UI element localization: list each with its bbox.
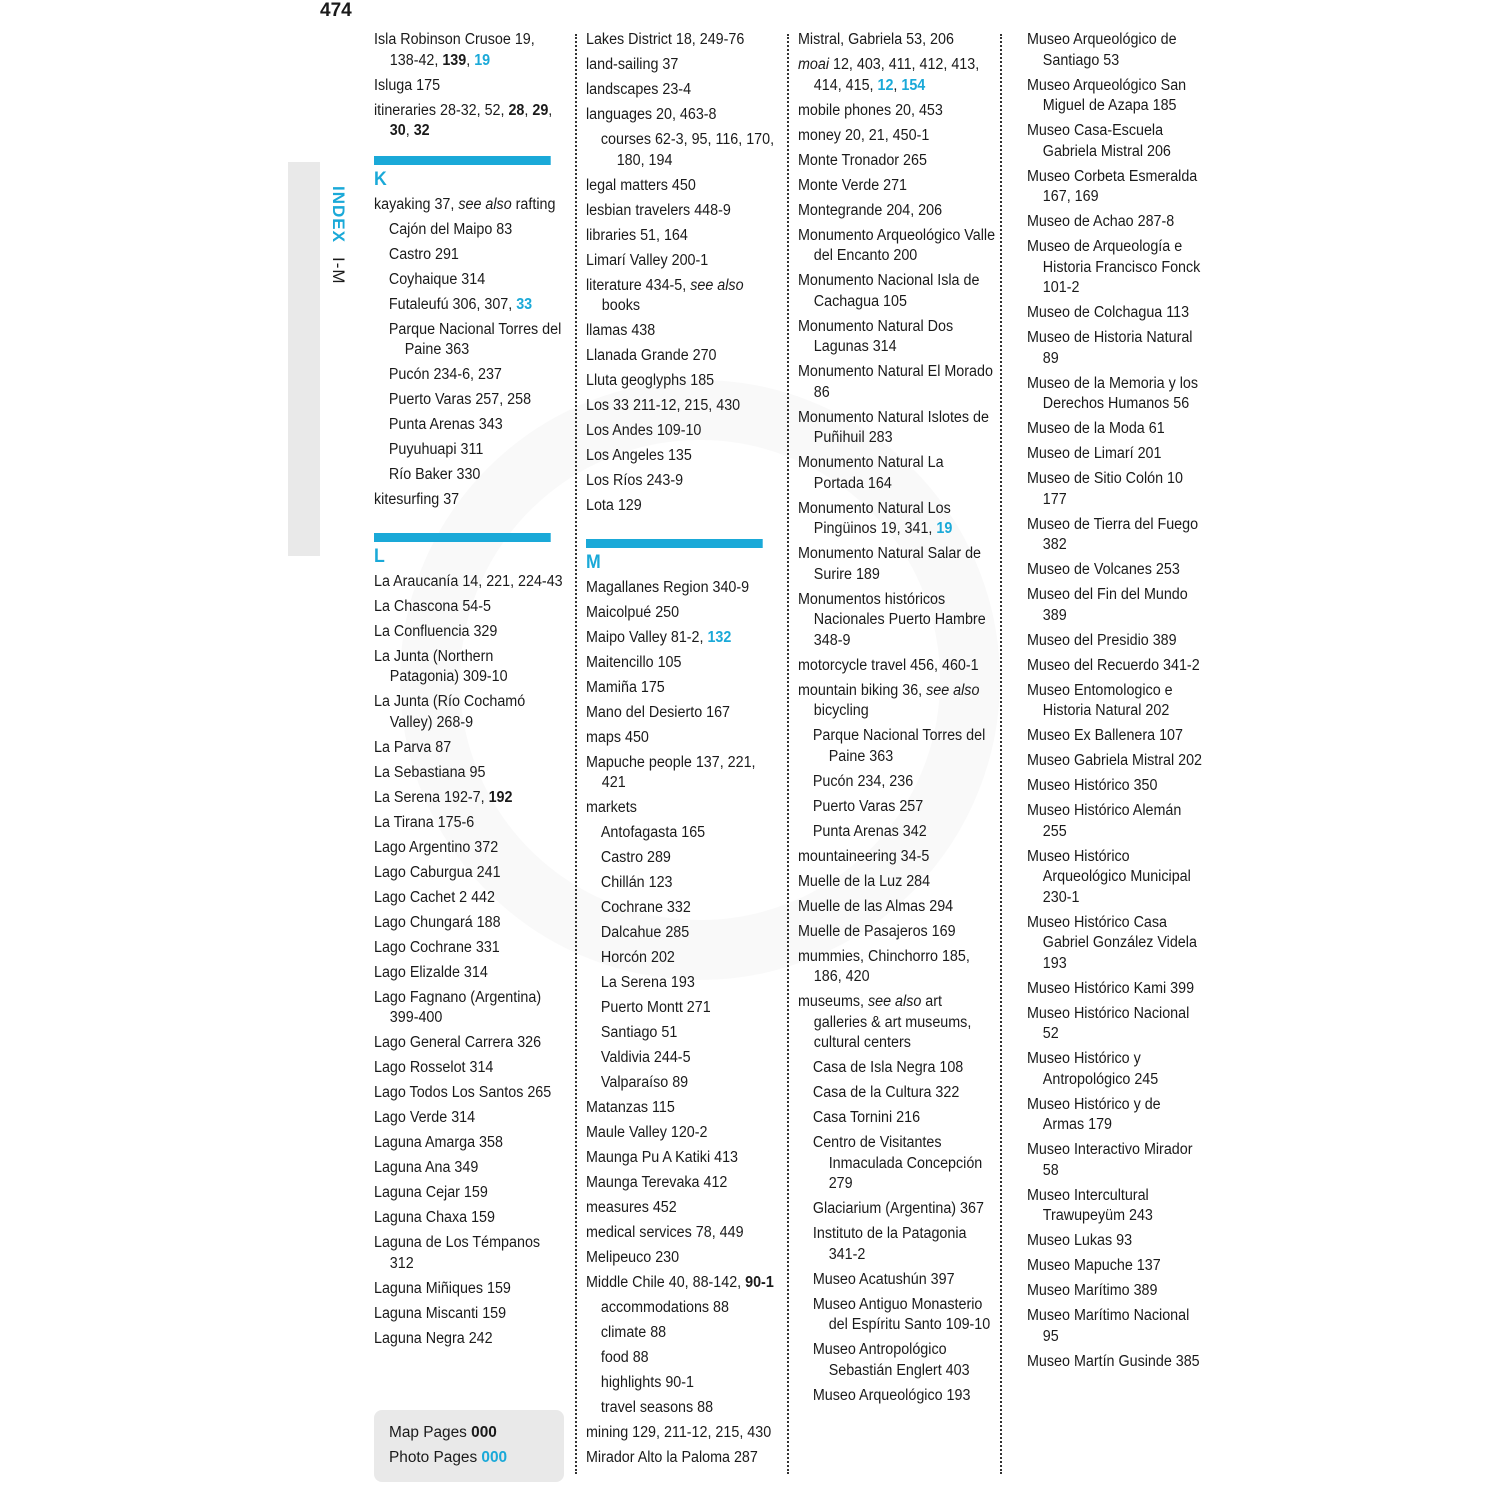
index-subentry: Museo Acatushún 397 — [812, 1270, 955, 1288]
index-entry: Museo Casa-Escuela Gabriela Mistral 206 — [1027, 122, 1171, 160]
index-entry: Museo Arqueológico San Miguel de Azapa 185 — [1027, 76, 1187, 114]
index-entry: Maipo Valley 81-2, 132 — [586, 628, 732, 646]
index-entry: Lago Argentino 372 — [374, 838, 499, 856]
index-subentry: Casa de Isla Negra 108 — [812, 1059, 964, 1076]
index-entry: Laguna Negra 242 — [374, 1329, 493, 1347]
index-entry: Museo Intercultural Trawupeyüm 243 — [1027, 1186, 1153, 1224]
index-entry: Lago Cochrane 331 — [374, 938, 500, 956]
index-subentry: Museo Antiguo Monasterio del Espíritu Santo 109-10 — [812, 1295, 991, 1333]
index-entry: Museo de la Memoria y los Derechos Humanos 56 — [1027, 374, 1199, 412]
index-entry: land-sailing 37 — [586, 56, 679, 73]
index-subentry: Puyuhuapi 311 — [388, 441, 484, 458]
index-entry: Magallanes Region 340-9 — [586, 578, 750, 596]
index-entry: Monumento Natural El Morado 86 — [798, 363, 993, 401]
index-subentry: climate 88 — [600, 1324, 667, 1341]
index-entry: Museo Histórico y de Armas 179 — [1027, 1095, 1161, 1133]
index-column-4 — [1027, 30, 1204, 1377]
index-entry: Museo Entomologico e Historia Natural 202 — [1027, 681, 1173, 719]
index-subentry: Punta Arenas 342 — [812, 822, 927, 840]
column-separator — [575, 34, 577, 1474]
index-entry: Monumento Natural Islotes de Puñihuil 283 — [798, 408, 989, 446]
index-entry: Isluga 175 — [374, 76, 441, 94]
index-entry: La Chascona 54-5 — [374, 597, 491, 615]
index-entry: Museo Marítimo 389 — [1027, 1282, 1158, 1299]
index-subentry: Casa de la Cultura 322 — [812, 1084, 960, 1101]
index-entry: money 20, 21, 450-1 — [798, 126, 930, 144]
index-entry: La Parva 87 — [374, 738, 452, 756]
index-entry: Museo Histórico Arqueológico Municipal 230-1 — [1027, 847, 1191, 906]
index-entry: Museo Histórico y Antropológico 245 — [1027, 1050, 1159, 1088]
index-subentry: Punta Arenas 343 — [388, 416, 503, 433]
index-entry: languages 20, 463-8 — [586, 106, 717, 123]
index-entry: La Confluencia 329 — [374, 622, 498, 640]
index-subentry: Parque Nacional Torres del Paine 363 — [812, 727, 986, 765]
index-subentry: courses 62-3, 95, 116, 170, 180, 194 — [600, 131, 775, 169]
index-subentry: Puerto Montt 271 — [600, 999, 711, 1016]
page-number: 474 — [320, 0, 352, 21]
index-subentry: Horcón 202 — [600, 949, 675, 966]
index-entry: Llanada Grande 270 — [586, 347, 717, 364]
letter-section-heading: L — [374, 533, 563, 568]
index-entry: Museo del Presidio 389 — [1027, 631, 1177, 649]
index-entry: Lago Rosselot 314 — [374, 1059, 494, 1076]
index-entry: Laguna de Los Témpanos 312 — [374, 1234, 541, 1272]
index-column-2 — [586, 30, 777, 1473]
index-entry: Museo Martín Gusinde 385 — [1027, 1352, 1200, 1370]
index-entry: literature 434-5, see also books — [586, 276, 744, 314]
index-entry: Museo Arqueológico de Santiago 53 — [1027, 31, 1177, 69]
index-entry: Museo Histórico Alemán 255 — [1027, 802, 1182, 840]
index-entry: Mirador Alto la Paloma 287 — [586, 1449, 758, 1466]
index-entry: Muelle de las Almas 294 — [798, 897, 954, 915]
index-label: INDEX — [329, 186, 348, 243]
index-subentry: Museo Antropológico Sebastián Englert 403 — [812, 1341, 970, 1379]
index-subentry: Pucón 234, 236 — [812, 772, 914, 790]
index-entry: Muelle de Pasajeros 169 — [798, 922, 956, 940]
index-subentry: Valdivia 244-5 — [600, 1049, 691, 1066]
index-entry: Monte Tronador 265 — [798, 151, 927, 169]
index-entry: Museo Histórico 350 — [1027, 777, 1158, 794]
index-tab-label — [328, 186, 348, 284]
index-entry: Museo del Recuerdo 341-2 — [1027, 656, 1200, 674]
index-entry: Mapuche people 137, 221, 421 — [586, 753, 756, 791]
index-entry: Museo de Colchagua 113 — [1027, 304, 1190, 321]
index-entry: Laguna Miscanti 159 — [374, 1304, 507, 1322]
index-entry: landscapes 23-4 — [586, 81, 692, 98]
index-range: I-M — [329, 256, 348, 285]
index-entry: Museo de la Moda 61 — [1027, 420, 1165, 437]
index-entry: Los 33 211-12, 215, 430 — [586, 397, 741, 414]
index-subentry: Antofagasta 165 — [600, 824, 706, 841]
index-entry: Middle Chile 40, 88-142, 90-1 — [586, 1274, 774, 1291]
column-separator — [1000, 34, 1002, 1474]
index-subentry: food 88 — [600, 1349, 649, 1366]
column-separator — [787, 34, 789, 1474]
index-column-3 — [798, 30, 995, 1411]
index-entry: Lago Todos Los Santos 265 — [374, 1084, 552, 1101]
index-subentry: La Serena 193 — [600, 974, 695, 991]
index-entry: Museo Histórico Kami 399 — [1027, 979, 1195, 997]
index-subentry: Cajón del Maipo 83 — [388, 220, 513, 238]
index-entry: Melipeuco 230 — [586, 1249, 680, 1266]
index-entry: Museo Interactivo Mirador 58 — [1027, 1141, 1193, 1179]
index-entry: llamas 438 — [586, 322, 656, 339]
map-pages-legend: Map Pages 000 — [389, 1424, 497, 1441]
index-entry: Muelle de la Luz 284 — [798, 872, 931, 890]
index-entry: Museo del Fin del Mundo 389 — [1027, 586, 1188, 624]
index-subentry: travel seasons 88 — [600, 1399, 714, 1416]
letter-section-heading: M — [586, 539, 777, 574]
index-entry: La Junta (Río Cochamó Valley) 268-9 — [374, 693, 526, 731]
index-entry: moai 12, 403, 411, 412, 413, 414, 415, 12, 154 — [798, 56, 980, 94]
index-subentry: Santiago 51 — [600, 1024, 678, 1041]
index-entry: lesbian travelers 448-9 — [586, 201, 731, 219]
index-entry: Monumento Natural Los Pingüinos 19, 341, 19 — [798, 499, 953, 537]
letter-section-heading: K — [374, 156, 563, 191]
index-subentry: Centro de Visitantes Inmaculada Concepción 279 — [812, 1134, 983, 1192]
index-entry: museums, see also art galleries & art museums, cultural centers — [798, 993, 972, 1051]
index-entry: Lago Cachet 2 442 — [374, 888, 495, 906]
index-column-1 — [374, 30, 563, 1354]
index-entry: mummies, Chinchorro 185, 186, 420 — [798, 947, 970, 985]
page-legend — [374, 1410, 564, 1482]
index-entry: Los Andes 109-10 — [586, 422, 702, 439]
index-entry: Museo Gabriela Mistral 202 — [1027, 752, 1203, 769]
index-entry: Lago Caburgua 241 — [374, 863, 501, 881]
photo-pages-legend: Photo Pages 000 — [389, 1449, 508, 1466]
index-entry: Limarí Valley 200-1 — [586, 251, 709, 269]
index-entry: La Tirana 175-6 — [374, 813, 475, 831]
index-subentry: Coyhaique 314 — [388, 270, 486, 288]
index-entry: Los Ríos 243-9 — [586, 472, 684, 489]
index-entry: Museo de Achao 287-8 — [1027, 213, 1175, 230]
index-subentry: Museo Arqueológico 193 — [812, 1386, 971, 1404]
index-side-tab — [288, 162, 320, 556]
index-entry: kitesurfing 37 — [374, 491, 460, 508]
index-entry: measures 452 — [586, 1199, 677, 1216]
index-entry: itineraries 28-32, 52, 28, 29, 30, 32 — [374, 101, 553, 139]
index-entry: legal matters 450 — [586, 176, 696, 194]
index-subentry: Castro 291 — [388, 245, 459, 263]
index-entry: Lago Chungará 188 — [374, 913, 501, 931]
index-entry: Museo de Sitio Colón 10 177 — [1027, 470, 1183, 508]
index-entry: mountain biking 36, see also bicycling — [798, 681, 980, 719]
index-entry: Lago Elizalde 314 — [374, 963, 488, 981]
index-entry: Matanzas 115 — [586, 1099, 675, 1116]
index-entry: La Sebastiana 95 — [374, 763, 486, 781]
index-entry: Mamiña 175 — [586, 678, 665, 696]
index-entry: motorcycle travel 456, 460-1 — [798, 656, 979, 674]
index-entry: libraries 51, 164 — [586, 226, 688, 244]
index-entry: Museo de Historia Natural 89 — [1027, 329, 1193, 367]
index-subentry: Pucón 234-6, 237 — [388, 366, 502, 383]
index-entry: Lakes District 18, 249-76 — [586, 31, 745, 48]
index-entry: Laguna Amarga 358 — [374, 1134, 503, 1151]
index-subentry: Río Baker 330 — [388, 466, 481, 483]
index-entry: Monumento Nacional Isla de Cachagua 105 — [798, 272, 980, 310]
index-subentry: Instituto de la Patagonia 341-2 — [812, 1225, 967, 1263]
index-entry: Laguna Miñiques 159 — [374, 1279, 511, 1297]
index-entry: Los Angeles 135 — [586, 447, 692, 464]
index-entry: maps 450 — [586, 728, 649, 746]
index-entry: Monte Verde 271 — [798, 176, 908, 194]
index-subentry: Futaleufú 306, 307, 33 — [388, 295, 533, 313]
index-entry: Mano del Desierto 167 — [586, 703, 731, 721]
index-entry: Museo Mapuche 137 — [1027, 1257, 1161, 1274]
index-subentry: accommodations 88 — [600, 1299, 729, 1316]
index-subentry: highlights 90-1 — [600, 1374, 694, 1391]
index-entry: Lota 129 — [586, 497, 642, 514]
index-subentry: Casa Tornini 216 — [812, 1109, 921, 1126]
index-subentry: Cochrane 332 — [600, 899, 691, 916]
index-entry: Mistral, Gabriela 53, 206 — [798, 31, 954, 48]
index-subentry: Valparaíso 89 — [600, 1074, 689, 1091]
index-entry: Museo de Arqueología e Historia Francisco Fonck 101-2 — [1027, 238, 1201, 296]
index-entry: La Junta (Northern Patagonia) 309-10 — [374, 647, 508, 685]
index-subentry: Dalcahue 285 — [600, 924, 690, 941]
index-entry: Lago Fagnano (Argentina) 399-400 — [374, 988, 542, 1026]
index-entry: La Araucanía 14, 221, 224-43 — [374, 572, 563, 590]
index-entry: Lago Verde 314 — [374, 1109, 476, 1126]
index-entry: mountaineering 34-5 — [798, 847, 930, 865]
index-subentry: Chillán 123 — [600, 874, 673, 891]
index-entry: Lluta geoglyphs 185 — [586, 372, 715, 389]
index-entry: medical services 78, 449 — [586, 1224, 744, 1241]
index-entry: Monumento Natural La Portada 164 — [798, 454, 944, 492]
index-entry: Museo Marítimo Nacional 95 — [1027, 1307, 1190, 1345]
index-entry: Museo de Volcanes 253 — [1027, 561, 1180, 578]
index-entry: Monumento Arqueológico Valle del Encanto 200 — [798, 226, 996, 264]
index-entry: kayaking 37, see also rafting — [374, 195, 556, 213]
index-entry: Laguna Ana 349 — [374, 1159, 479, 1176]
index-entry: Museo Ex Ballenera 107 — [1027, 727, 1183, 744]
index-entry: Museo Histórico Nacional 52 — [1027, 1004, 1190, 1042]
index-entry: Maunga Terevaka 412 — [586, 1174, 728, 1191]
index-entry: La Serena 192-7, 192 — [374, 788, 513, 806]
index-entry: Museo Lukas 93 — [1027, 1232, 1133, 1249]
index-entry: Maule Valley 120-2 — [586, 1124, 708, 1141]
index-subentry: Puerto Varas 257, 258 — [388, 391, 532, 408]
index-entry: mobile phones 20, 453 — [798, 101, 943, 119]
index-subentry: Castro 289 — [600, 849, 671, 866]
index-entry: Maicolpué 250 — [586, 603, 680, 621]
index-entry: Museo Histórico Casa Gabriel González Videla 193 — [1027, 913, 1197, 972]
index-entry: Maunga Pu A Katiki 413 — [586, 1149, 738, 1166]
index-entry: Monumento Natural Salar de Surire 189 — [798, 545, 981, 583]
index-entry: Museo de Limarí 201 — [1027, 445, 1162, 462]
index-entry: Museo de Tierra del Fuego 382 — [1027, 515, 1199, 553]
index-entry: Laguna Chaxa 159 — [374, 1209, 495, 1226]
index-subentry: Parque Nacional Torres del Paine 363 — [388, 320, 562, 358]
index-entry: Montegrande 204, 206 — [798, 201, 943, 219]
index-entry: Laguna Cejar 159 — [374, 1184, 488, 1201]
index-entry: Monumentos históricos Nacionales Puerto Hambre 348-9 — [798, 590, 986, 649]
index-entry: Lago General Carrera 326 — [374, 1034, 542, 1051]
index-entry: mining 129, 211-12, 215, 430 — [586, 1424, 772, 1441]
index-entry: Monumento Natural Dos Lagunas 314 — [798, 317, 954, 355]
index-entry: Maitencillo 105 — [586, 653, 682, 671]
index-entry: Isla Robinson Crusoe 19, 138-42, 139, 19 — [374, 31, 535, 69]
index-entry: Museo Corbeta Esmeralda 167, 169 — [1027, 167, 1198, 205]
index-entry: markets — [586, 799, 637, 816]
index-subentry: Puerto Varas 257 — [812, 797, 924, 815]
index-subentry: Glaciarium (Argentina) 367 — [812, 1200, 984, 1217]
